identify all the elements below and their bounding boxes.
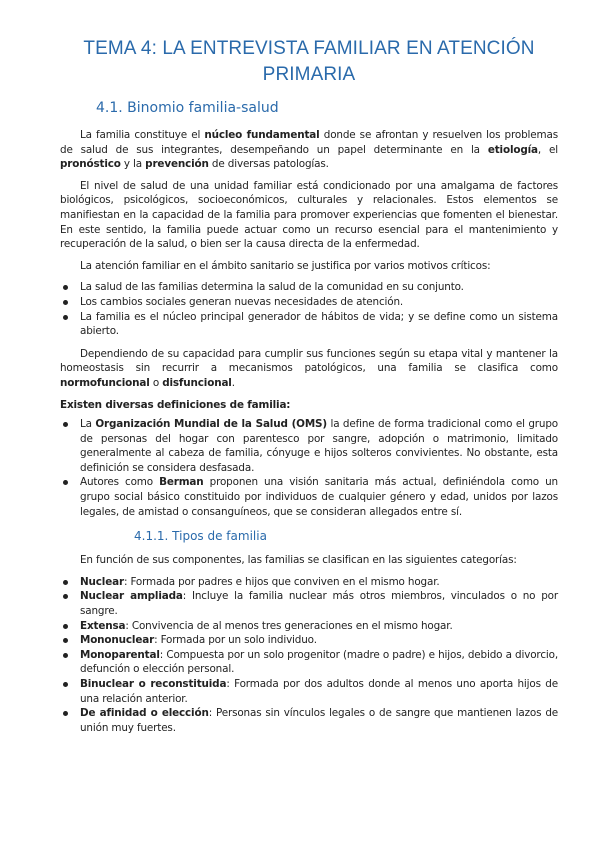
- text-span: .: [231, 376, 235, 389]
- paragraph-health-level: El nivel de salud de una unidad familiar está condicionado por una amalgama de factores biológicos, psicológicos, socioeconómicos, culturales y relacionales. Estos elementos se manifiestan en la capacidad de la familia para promover experiencias que fomenten el bienestar. En este sentido, la familia puede actuar como un recurso esencial para el mantenimiento y recuperación de la salud, o bien ser la causa directa de la enfermedad.: [60, 179, 558, 251]
- list-item: [76, 706, 558, 735]
- list-item: [76, 648, 558, 677]
- bold-term: Nuclear ampliada: [80, 590, 183, 603]
- paragraph-types-intro: En función de sus componentes, las familias se clasifican en las siguientes categorías:: [80, 554, 517, 567]
- paragraph-intro: [60, 128, 558, 172]
- list-item: La salud de las familias determina la salud de la comunidad en su conjunto.: [76, 280, 558, 295]
- text-span: : Formada por un solo individuo.: [154, 634, 317, 647]
- text-span: : Compuesta por un solo progenitor (madre o padre) e hijos, debido a divorcio, defunción o elección personal.: [80, 648, 558, 676]
- list-item: [76, 619, 558, 634]
- list-item: [76, 633, 558, 648]
- text-span: : Formada por dos adultos donde al menos uno aporta hijos de una relación anterior.: [80, 678, 558, 705]
- list-item: [76, 417, 558, 475]
- bold-term: núcleo fundamental: [204, 129, 320, 141]
- text-span: , el: [537, 143, 558, 156]
- bold-term: Organización Mundial de la Salud (OMS): [95, 418, 327, 431]
- definitions-list: [60, 417, 558, 519]
- list-item: [76, 475, 558, 519]
- family-types-list: [60, 575, 558, 736]
- text-span: y la: [120, 158, 146, 171]
- bold-term: De afinidad o elección: [80, 707, 209, 720]
- text-span: : Formada por padres e hijos que conviven en el mismo hogar.: [123, 575, 440, 588]
- paragraph-classification: [60, 347, 558, 391]
- bold-term: normofuncional: [60, 376, 150, 389]
- definitions-lead: Existen diversas definiciones de familia:: [60, 398, 291, 411]
- bold-term: Binuclear o reconstituida: [80, 678, 227, 690]
- bold-term: prevención: [145, 158, 209, 171]
- subsection-heading: 4.1.1. Tipos de familia: [134, 529, 267, 544]
- list-item: [76, 677, 558, 706]
- text-span: donde se afrontan y resuelven los problemas de salud de sus integrantes, desempeñando un papel determinante en la: [60, 129, 558, 156]
- list-item: Los cambios sociales generan nuevas necesidades de atención.: [76, 295, 558, 310]
- page-title: TEMA 4: LA ENTREVISTA FAMILIAR EN ATENCIÓN PRIMARIA: [83, 38, 535, 85]
- list-item: [76, 589, 558, 618]
- text-span: proponen una visión sanitaria más actual, definiéndola como un grupo social básico constituido por individuos de cualquier género y edad, unidos por lazos legales, de amistad o consanguíneos, que se consideran allegados entre sí.: [80, 476, 558, 518]
- section-heading: 4.1. Binomio familia-salud: [96, 100, 279, 116]
- text-span: La: [80, 418, 96, 431]
- text-span: la define de forma tradicional como el grupo de personas del hogar con parentesco por sangre, adopción o matrimonio, limitado generalmente al cabeza de familia, cónyuge e hijos solteros convivientes. No obstante, esta definición se considera desfasada.: [80, 418, 558, 474]
- bold-term: etiología: [487, 143, 538, 156]
- text-span: Dependiendo de su capacidad para cumplir sus funciones según su etapa vital y mantener la homeostasis sin recurrir a mecanismos patológicos, una familia se clasifica como: [60, 347, 558, 375]
- bold-term: Extensa: [80, 619, 126, 632]
- bold-term: Mononuclear: [80, 634, 155, 647]
- text-span: de diversas patologías.: [208, 158, 329, 171]
- bold-term: pronóstico: [60, 158, 121, 171]
- bold-term: Monoparental: [80, 648, 160, 661]
- bold-term: Berman: [159, 476, 204, 489]
- text-span: : Incluye la familia nuclear más otros miembros, vinculados o no por sangre.: [80, 590, 558, 618]
- text-span: : Convivencia de al menos tres generaciones en el mismo hogar.: [125, 619, 453, 632]
- list-item: La familia es el núcleo principal generador de hábitos de vida; y se define como un sistema abierto.: [76, 310, 558, 339]
- paragraph-justification: La atención familiar en el ámbito sanitario se justifica por varios motivos críticos:: [80, 259, 491, 272]
- bold-term: Nuclear: [80, 575, 124, 588]
- reasons-list: [60, 280, 558, 338]
- text-span: La familia constituye el: [80, 129, 205, 141]
- bold-term: disfuncional: [162, 376, 232, 389]
- list-item: [76, 575, 558, 590]
- text-span: o: [149, 376, 163, 389]
- text-span: Autores como: [80, 476, 160, 489]
- text-span: : Personas sin vínculos legales o de sangre que mantienen lazos de unión muy fuertes.: [80, 707, 559, 734]
